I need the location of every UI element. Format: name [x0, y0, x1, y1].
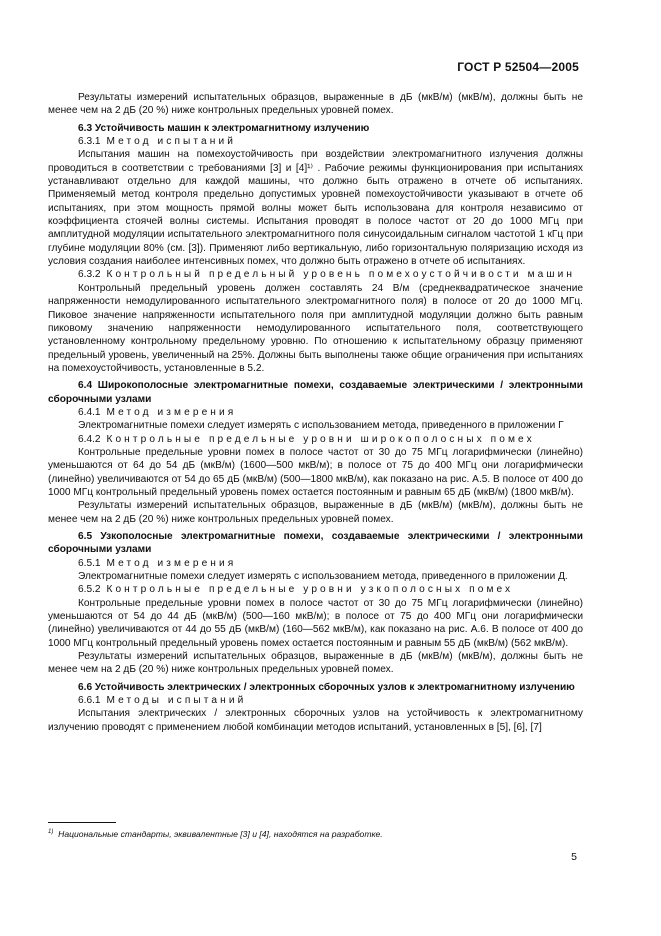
subsection-title [48, 583, 583, 596]
subsection-label: Контрольные предельные уровни узкополосных помех [106, 584, 514, 596]
subsection-number: 6.4.1 [78, 406, 101, 418]
footnote [48, 829, 588, 839]
paragraph: Контрольные предельные уровни помех в полосе частот от 30 до 75 МГц логарифмически (линейно) уменьшаются от 54 до 44 дБ (мкВ/м) (500—160 мкВ/м); в полосе от 75 до 400 МГц они логарифмически (линейно) увеличиваются от 44 до 55 дБ (мкВ/м) (160—562 мкВ/м), как показано на рис. А.6. В полосе от 400 до 1000 МГц контрольный предельный уровень помех остается постоянным и равным 55 дБ (мкВ/м) (562 мкВ/м). [48, 597, 583, 649]
subsection-title [48, 135, 583, 148]
paragraph: Результаты измерений испытательных образцов, выраженные в дБ (мкВ/м) (мкВ/м), должны быть не менее чем на 2 дБ (20 %) ниже контрольных предельных уровней помех. [48, 500, 583, 525]
body-text [48, 91, 583, 734]
subsection-label: Метод испытаний [106, 136, 236, 148]
page-number: 5 [571, 851, 577, 863]
section-heading: 6.3 Устойчивость машин к электромагнитному излучению [78, 122, 370, 134]
footnote-divider [48, 822, 116, 823]
subsection-label: Методы испытаний [106, 695, 247, 707]
footnote-text: Национальные стандарты, эквивалентные [3] и [4], находятся на разработке. [58, 829, 383, 839]
subsection-number: 6.3.1 [78, 136, 101, 148]
paragraph: Электромагнитные помехи следует измерять с использованием метода, приведенного в приложении Д. [78, 571, 568, 583]
section-heading: 6.5 Узкополосные электромагнитные помехи, создаваемые электрическими / электронными сборочными узлами [48, 531, 583, 556]
subsection-label: Метод измерения [106, 406, 237, 418]
subsection-title [48, 694, 583, 707]
section-heading: 6.4 Широкополосные электромагнитные помехи, создаваемые электрическими / электронными сборочными узлами [48, 380, 583, 405]
subsection-title [48, 557, 583, 570]
subsection-label: Метод измерения [106, 557, 237, 569]
subsection-label: Контрольные предельные уровни широкополосных помех [106, 433, 535, 445]
document-code-header: ГОСТ Р 52504—2005 [457, 60, 579, 74]
section-heading: 6.6 Устойчивость электрических / электронных сборочных узлов к электромагнитному излучению [78, 681, 575, 693]
subsection-title [48, 268, 583, 281]
footnote-mark: 1) [48, 829, 54, 836]
subsection-label: Контрольный предельный уровень помехоустойчивости машин [106, 269, 576, 281]
paragraph: Испытания электрических / электронных сборочных узлов на устойчивость к электромагнитному излучению проводят с применением любой комбинации методов испытаний, установленных в [5], [6], [7] [48, 708, 583, 733]
subsection-number: 6.6.1 [78, 695, 101, 707]
paragraph: Результаты измерений испытательных образцов, выраженные в дБ (мкВ/м) (мкВ/м), должны быть не менее чем на 2 дБ (20 %) ниже контрольных предельных уровней помех. [48, 651, 583, 676]
paragraph: Испытания машин на помехоустойчивость при воздействии электромагнитного излучения должны проводиться в соответствии с требованиями [3] и [4]¹⁾ . Рабочие режимы функционирования при испытаниях устанавливают отдельно для каждой машины, что должно быть отражено в отчете об испытаниях. Применяемый метод контроля предельно допустимых уровней помехоустойчивости указывают в отчете об испытаниях, при этом мощность прямой волны может быть использована для контроля независимо от коэффициента стоячей волны системы. Испытания проводят в полосе частот от 20 до 1000 МГц при амплитудной модуляции испытательного электромагнитного поля синусоидальным сигналом частотой 1 кГц при глубине модуляции 80% (см. [3]). Применяют либо вертикальную, либо горизонтальную поляризацию исходя из условия создания наиболее интенсивных помех, что должно быть отражено в отчете об испытаниях. [48, 149, 583, 268]
subsection-number: 6.5.2 [78, 584, 101, 596]
paragraph: Результаты измерений испытательных образцов, выраженные в дБ (мкВ/м) (мкВ/м), должны быть не менее чем на 2 дБ (20 %) ниже контрольных предельных уровней помех. [48, 92, 583, 117]
subsection-number: 6.3.2 [78, 269, 101, 281]
paragraph: Контрольные предельные уровни помех в полосе частот от 30 до 75 МГц логарифмически (линейно) уменьшаются от 64 до 54 дБ (мкВ/м) (1600—500 мкВ/м); в полосе от 75 до 400 МГц они логарифмически (линейно) увеличиваются от 54 до 65 дБ (мкВ/м) (500—1800 мкВ/м), как показано на рис. А.5. В полосе от 400 до 1000 МГц контрольный предельный уровень помех остается постоянным и равным 65 дБ (мкВ/м) (1800 мкВ/м). [48, 446, 583, 498]
subsection-number: 6.4.2 [78, 433, 101, 445]
subsection-title [48, 433, 583, 446]
subsection-number: 6.5.1 [78, 557, 101, 569]
paragraph: Контрольный предельный уровень должен составлять 24 В/м (среднеквадратическое значение напряженности немодулированного испытательного электромагнитного поля) в полосе от 20 до 1000 МГц. Пиковое значение напряженности испытательного поля при амплитудной модуляции должно быть равным пиковому значению напряженности немодулированного испытательного поля, соответствующего установленному контрольному предельному уровню. По отношению к испытательному образцу применяют предельный уровень, увеличенный на 25%. Должны быть выполнены также общие ограничения при испытаниях на помехоустойчивость, установленные в 5.2. [48, 282, 583, 374]
paragraph: Электромагнитные помехи следует измерять с использованием метода, приведенного в приложении Г [78, 420, 564, 432]
subsection-title [48, 406, 583, 419]
